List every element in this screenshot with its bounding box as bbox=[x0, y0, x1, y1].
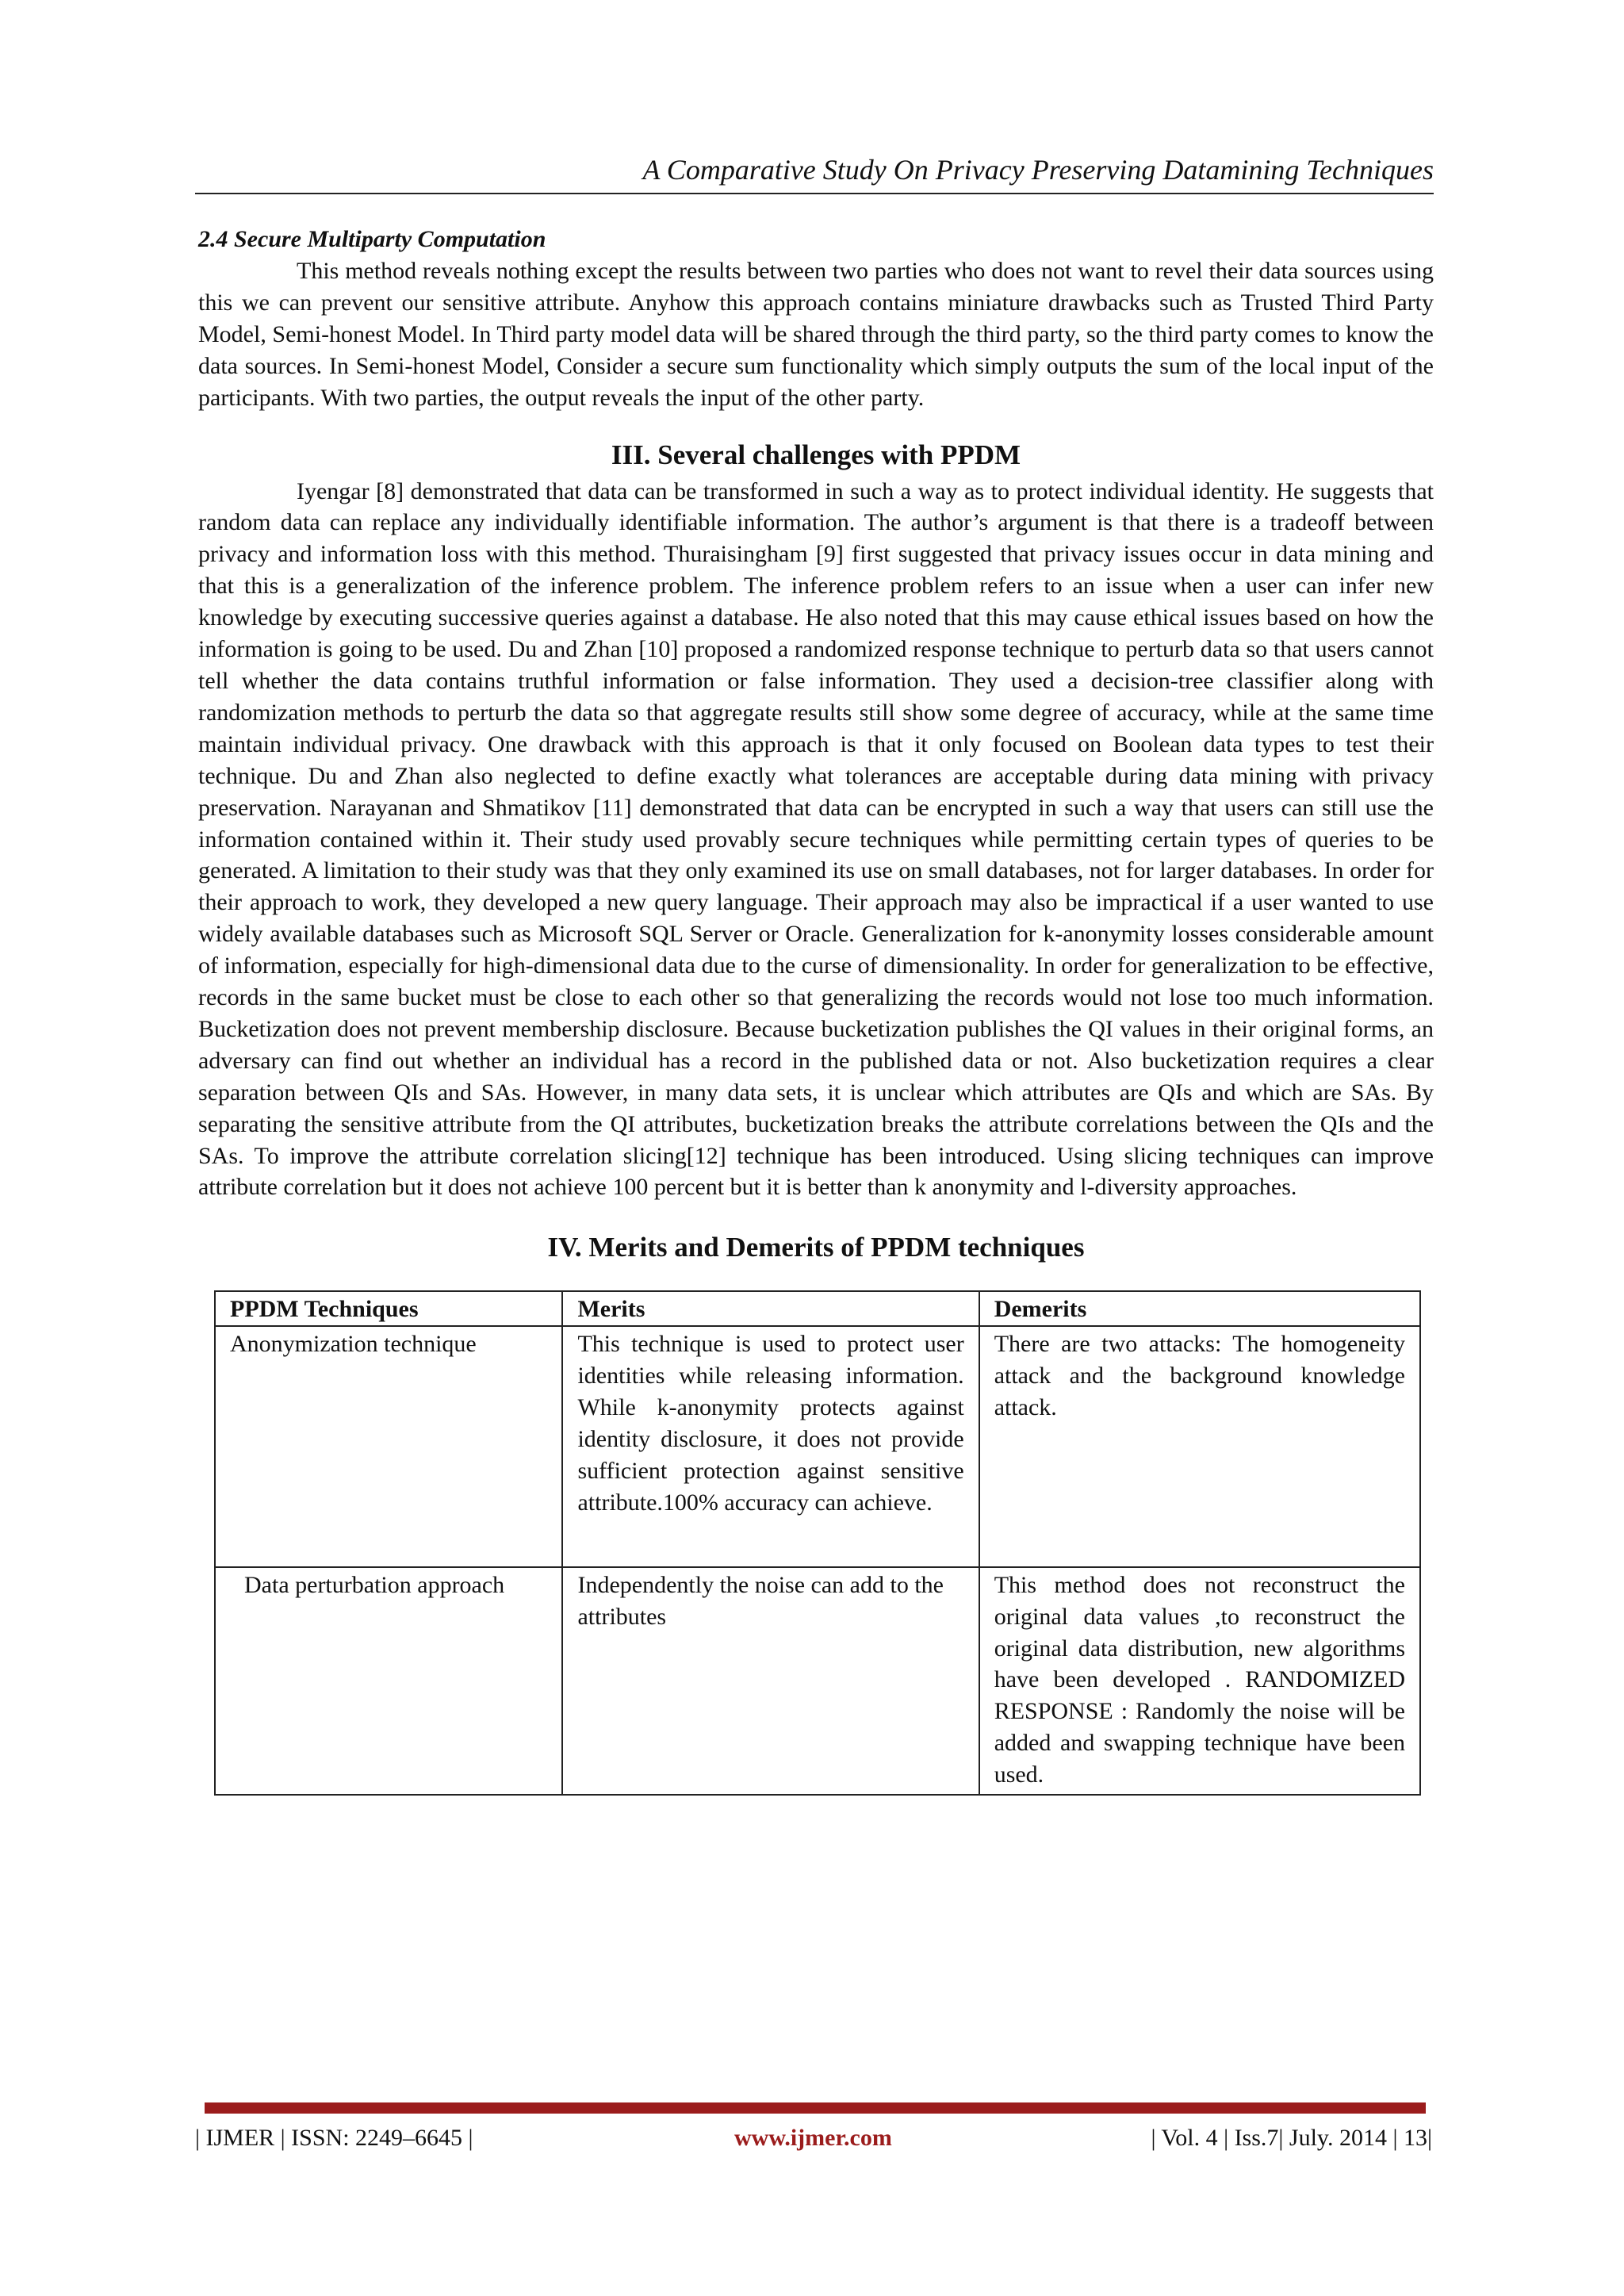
table-header-demerits: Demerits bbox=[979, 1291, 1420, 1326]
section-4-heading: IV. Merits and Demerits of PPDM techniques bbox=[547, 1232, 1085, 1263]
table-header-merits: Merits bbox=[562, 1291, 979, 1326]
footer-website-link[interactable]: www.ijmer.com bbox=[734, 2125, 892, 2151]
footer-rule bbox=[205, 2102, 1426, 2114]
merits-demerits-table bbox=[214, 1290, 1421, 1796]
section-2-4-heading: 2.4 Secure Multiparty Computation bbox=[198, 226, 546, 252]
header-rule bbox=[195, 193, 1434, 194]
footer-journal-info: | IJMER | ISSN: 2249–6645 | bbox=[195, 2125, 473, 2151]
table-cell-technique: Anonymization technique bbox=[215, 1326, 562, 1566]
table-cell-demerits: This method does not reconstruct the original data values ,to reconstruct the original data distribution, new algorithms have been developed . RANDOMIZED RESPONSE : Randomly the noise will be added and swapping technique have been used. bbox=[979, 1567, 1420, 1795]
table-cell-merits: Independently the noise can add to the attributes bbox=[562, 1567, 979, 1795]
footer-issue-page: | Vol. 4 | Iss.7| July. 2014 | 13| bbox=[1151, 2125, 1432, 2151]
table-cell-demerits: There are two attacks: The homogeneity attack and the background knowledge attack. bbox=[979, 1326, 1420, 1566]
page-content bbox=[198, 224, 1434, 1796]
table-cell-merits: This technique is used to protect user identities while releasing information. While k-anonymity protects against identity disclosure, it does not provide sufficient protection against sensitive attribute.100% accuracy can achieve. bbox=[562, 1326, 979, 1566]
running-header: A Comparative Study On Privacy Preserving Datamining Techniques bbox=[642, 154, 1434, 186]
table-header-techniques: PPDM Techniques bbox=[215, 1291, 562, 1326]
table-row bbox=[215, 1567, 1420, 1795]
section-3-paragraph: Iyengar [8] demonstrated that data can be transformed in such a way as to protect individual identity. He suggests that random data can replace any individually identifiable information. The author’s argument is that there is a tradeoff between privacy and information loss with this method. Thuraisingham [9] first suggested that privacy issues occur in data mining and that this is a generalization of the inference problem. The inference problem refers to an issue when a user can infer new knowledge by executing successive queries against a database. He also noted that this may cause ethical issues based on how the information is going to be used. Du and Zhan [10] proposed a randomized response technique to perturb data so that users cannot tell whether the data contains truthful information or false information. They used a decision-tree classifier along with randomization methods to perturb the data so that aggregate results still show some degree of accuracy, while at the same time maintain individual privacy. One drawback with this approach is that it only focused on Boolean data types to test their technique. Du and Zhan also neglected to define exactly what tolerances are acceptable during data mining with privacy preservation. Narayanan and Shmatikov [11] demonstrated that data can be encrypted in such a way that users can still use the information contained within it. Their study used provably secure techniques while permitting certain types of queries to be generated. A limitation to their study was that they only examined its use on small databases, not for larger databases. In order for their approach to work, they developed a new query language. Their approach may also be impractical if a user wanted to use widely available databases such as Microsoft SQL Server or Oracle. Generalization for k-anonymity losses considerable amount of information, especially for high-dimensional data due to the curse of dimensionality. In order for generalization to be effective, records in the same bucket must be close to each other so that generalizing the records would not lose too much information. Bucketization does not prevent membership disclosure. Because bucketization publishes the QI values in their original forms, an adversary can find out whether an individual has a record in the published data or not. Also bucketization requires a clear separation between QIs and SAs. However, in many data sets, it is unclear which attributes are QIs and which are SAs. By separating the sensitive attribute from the QI attributes, bucketization breaks the attribute correlations between the QIs and the SAs. To improve the attribute correlation slicing[12] technique has been introduced. Using slicing techniques can improve attribute correlation but it does not achieve 100 percent but it is better than k anonymity and l-diversity approaches. bbox=[198, 477, 1434, 1201]
section-3-heading: III. Several challenges with PPDM bbox=[611, 439, 1021, 470]
table-cell-technique: Data perturbation approach bbox=[215, 1567, 562, 1795]
table-header-row bbox=[215, 1291, 1420, 1326]
table-row bbox=[215, 1326, 1420, 1566]
section-2-4-paragraph: This method reveals nothing except the results between two parties who does not want to revel their data sources using this we can prevent our sensitive attribute. Anyhow this approach contains miniature drawbacks such as Trusted Third Party Model, Semi-honest Model. In Third party model data will be shared through the third party, so the third party comes to know the data sources. In Semi-honest Model, Consider a secure sum functionality which simply outputs the sum of the local input of the participants. With two parties, the output reveals the input of the other party. bbox=[198, 258, 1434, 411]
